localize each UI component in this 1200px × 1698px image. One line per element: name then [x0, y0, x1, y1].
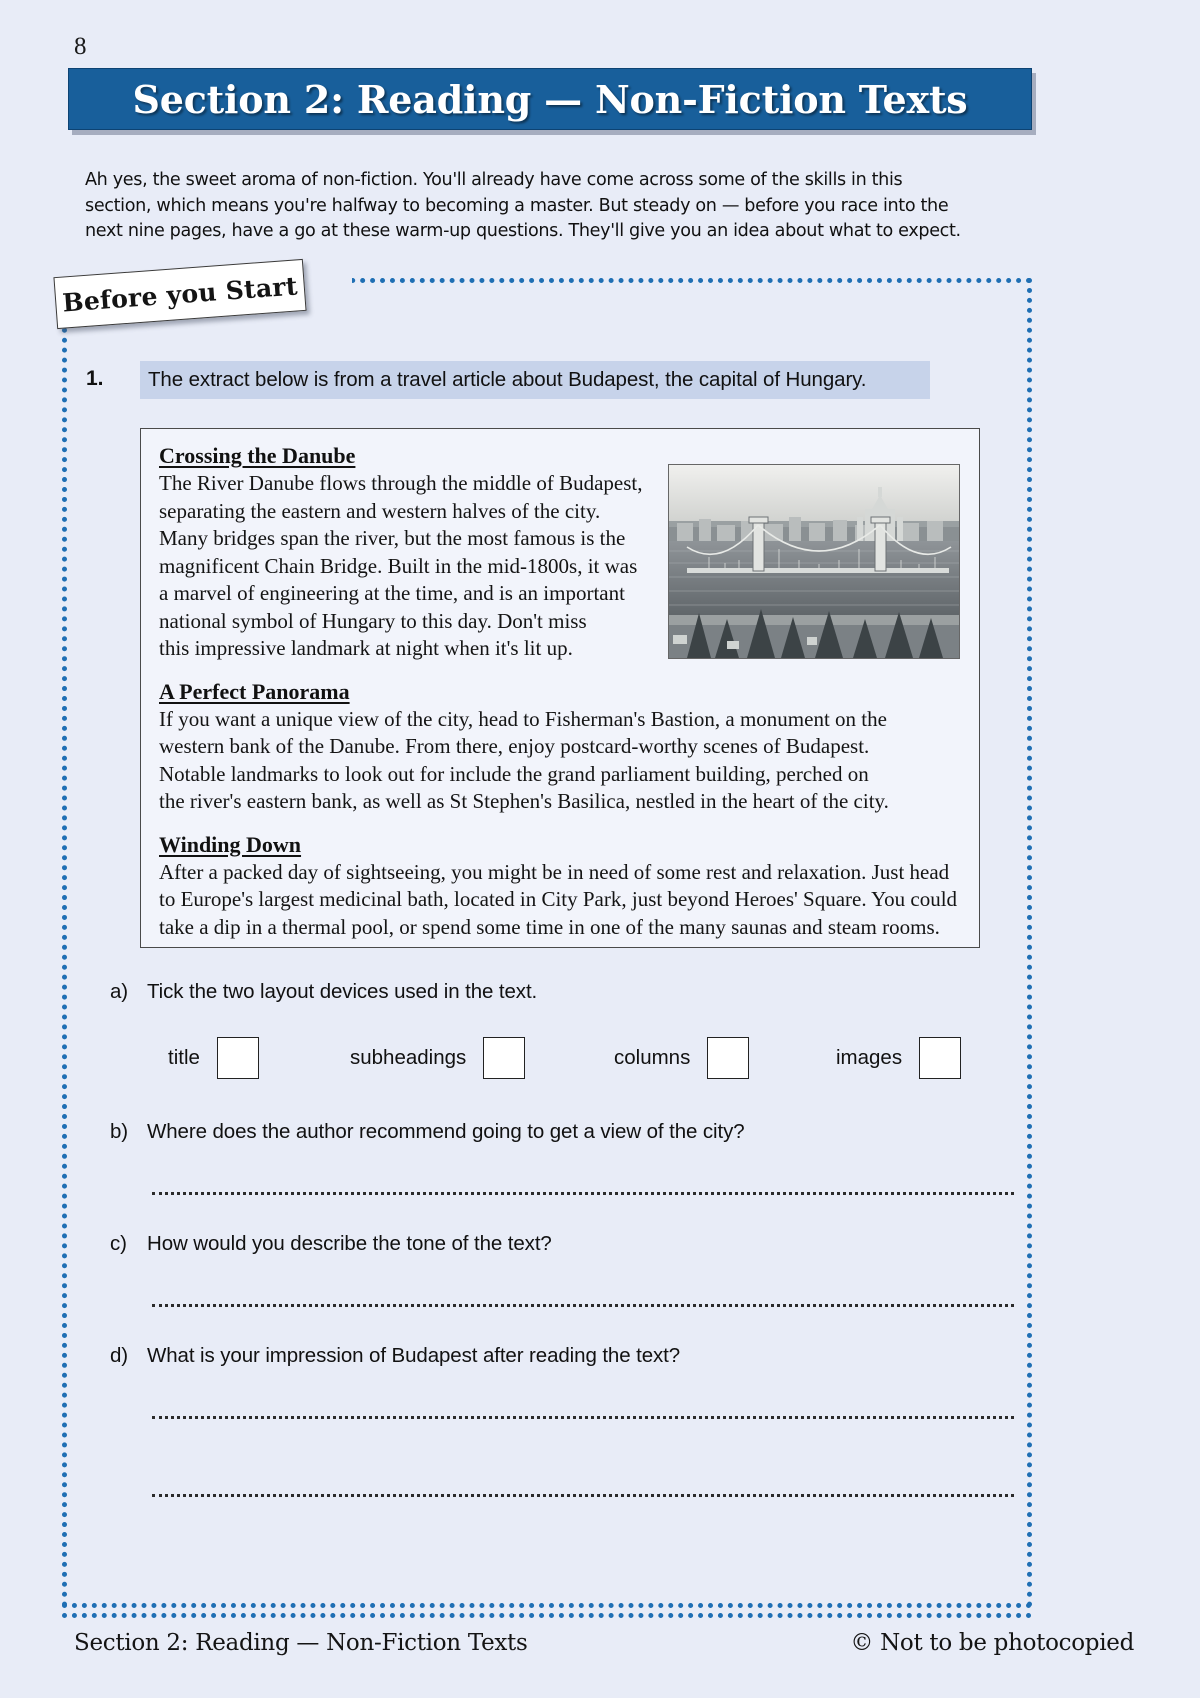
- sub-question-letter-b: b): [110, 1120, 129, 1143]
- question-stem-text: The extract below is from a travel article about Budapest, the capital of Hungary.: [148, 368, 867, 391]
- tick-option-columns[interactable]: [614, 1036, 749, 1080]
- extract-heading: Winding Down: [159, 831, 302, 857]
- tick-checkbox[interactable]: [483, 1037, 525, 1079]
- tick-option-label: title: [168, 1046, 200, 1069]
- intro-paragraph: [85, 168, 1005, 245]
- extract-section-winding-down: [159, 832, 961, 942]
- answer-line-d1[interactable]: [152, 1412, 1014, 1419]
- extract-line: The River Danube flows through the middle of Budapest,: [159, 471, 643, 495]
- extract-line: separating the eastern and western halves of the city.: [159, 498, 601, 523]
- extract-line: national symbol of Hungary to this day. Don't miss: [159, 608, 587, 633]
- extract-line: magnificent Chain Bridge. Built in the mid-1800s, it was: [159, 553, 638, 578]
- photo-graphic: [669, 465, 959, 658]
- chain-bridge-photo: [668, 464, 960, 659]
- before-you-start-label: Before you Start: [61, 270, 299, 318]
- extract-line: this impressive landmark at night when it's lit up.: [159, 636, 573, 660]
- sub-question-letter-d: d): [110, 1344, 129, 1367]
- sub-question-text-b: Where does the author recommend going to get a view of the city?: [147, 1120, 745, 1143]
- intro-line-1: Ah yes, the sweet aroma of non-fiction. You'll already have come across some of the skills in this: [85, 170, 903, 190]
- extract-line: Many bridges span the river, but the most famous is the: [159, 526, 626, 550]
- question-stem: [140, 361, 930, 399]
- tick-option-label: columns: [614, 1046, 691, 1069]
- extract-line: take a dip in a thermal pool, or spend some time in one of the many saunas and steam rooms.: [159, 914, 940, 939]
- extract-line: to Europe's largest medicinal bath, located in City Park, just beyond Heroes' Square. You could: [159, 887, 958, 911]
- extract-line: Notable landmarks to look out for include the grand parliament building, perched on: [159, 761, 869, 786]
- extract-body: [159, 706, 961, 816]
- sub-question-text-c: How would you describe the tone of the text?: [147, 1232, 552, 1255]
- tick-option-label: images: [836, 1046, 903, 1069]
- tick-option-images[interactable]: [836, 1036, 961, 1080]
- banner-bar: [68, 68, 1032, 130]
- footer-right-text: © Not to be photocopied: [850, 1630, 1134, 1656]
- sub-question-letter-c: c): [110, 1232, 127, 1255]
- page-number: 8: [74, 33, 87, 60]
- extract-line: western bank of the Danube. From there, enjoy postcard-worthy scenes of Budapest.: [159, 734, 870, 758]
- tick-option-subheadings[interactable]: [350, 1036, 525, 1080]
- spacer: [159, 816, 961, 832]
- tick-option-label: subheadings: [350, 1046, 467, 1069]
- footer-divider: [62, 1613, 1032, 1618]
- tick-checkbox[interactable]: [217, 1037, 259, 1079]
- answer-line-d2[interactable]: [152, 1490, 1014, 1497]
- spacer: [159, 663, 961, 679]
- sub-question-text-d: What is your impression of Budapest after reading the text?: [147, 1344, 681, 1367]
- section-title: Section 2: Reading — Non-Fiction Texts: [132, 76, 968, 122]
- question-number: 1.: [86, 367, 104, 390]
- footer-left-text: Section 2: Reading — Non-Fiction Texts: [74, 1630, 528, 1656]
- extract-line: a marvel of engineering at the time, and is an important: [159, 581, 625, 605]
- tick-options-row: [168, 1036, 968, 1080]
- extract-heading: A Perfect Panorama: [159, 678, 350, 704]
- extract-line: After a packed day of sightseeing, you might be in need of some rest and relaxation. Just head: [159, 859, 950, 884]
- extract-line: the river's eastern bank, as well as St Stephen's Basilica, nestled in the heart of the city.: [159, 789, 889, 813]
- tick-checkbox[interactable]: [919, 1037, 961, 1079]
- sub-question-letter-a: a): [110, 980, 129, 1003]
- section-banner: [68, 68, 1032, 130]
- extract-heading: Crossing the Danube: [159, 443, 356, 468]
- sub-question-text-a: Tick the two layout devices used in the text.: [147, 980, 538, 1003]
- answer-line-c1[interactable]: [152, 1300, 1014, 1307]
- extract-section-a-perfect-panorama: [159, 679, 961, 816]
- extract-line: If you want a unique view of the city, head to Fisherman's Bastion, a monument on the: [159, 706, 887, 731]
- extract-body: [159, 859, 961, 942]
- tick-option-title[interactable]: [168, 1036, 259, 1080]
- intro-line-2: section, which means you're halfway to becoming a master. But steady on — before you race into the: [85, 195, 949, 216]
- intro-line-3: next nine pages, have a go at these warm-up questions. They'll give you an idea about what to expect.: [85, 221, 961, 241]
- answer-line-b1[interactable]: [152, 1188, 1014, 1195]
- tick-checkbox[interactable]: [707, 1037, 749, 1079]
